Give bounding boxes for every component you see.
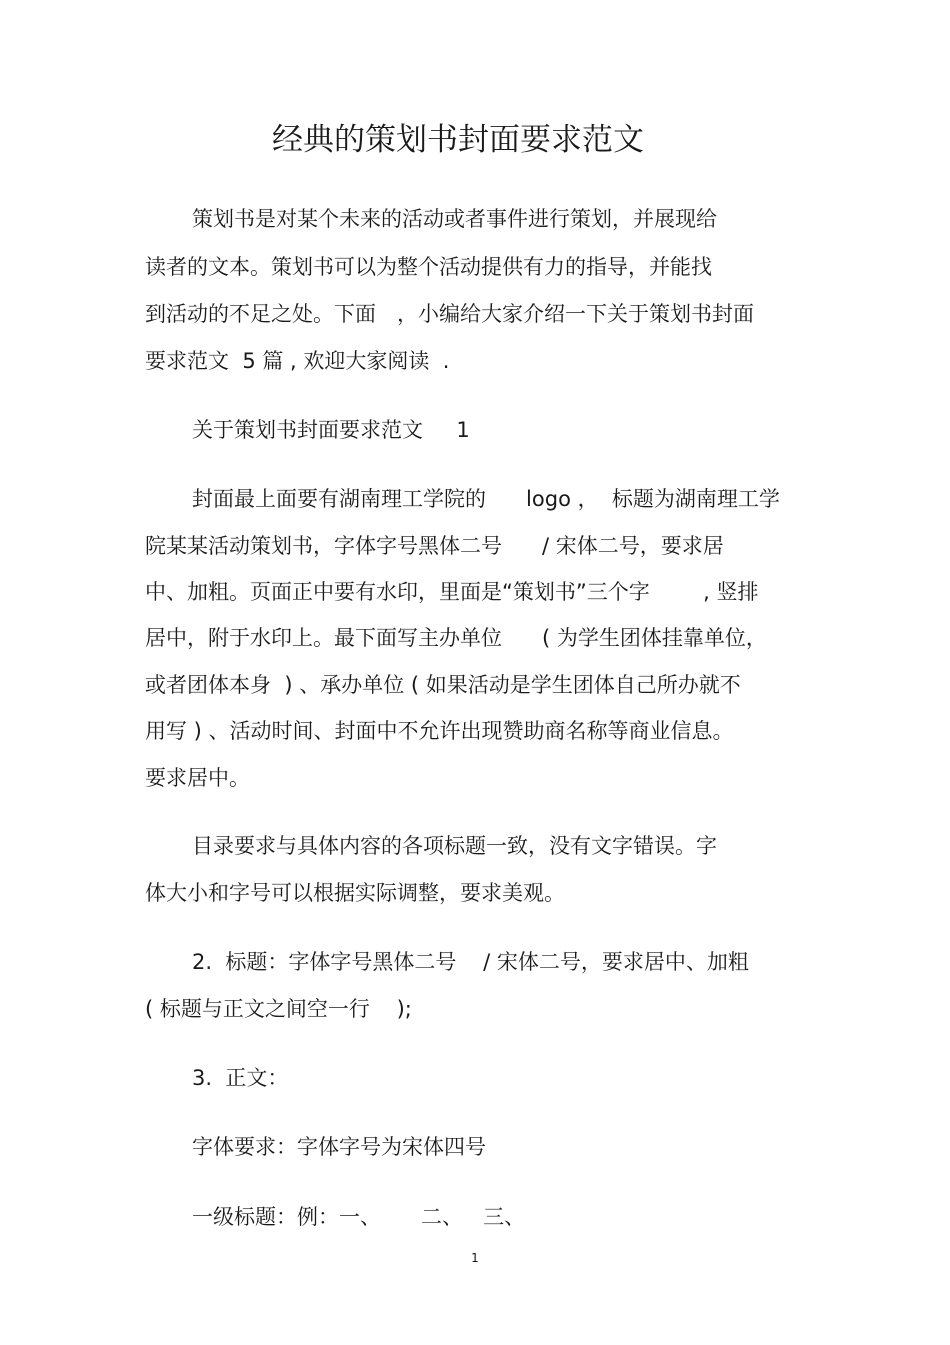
text-line: 读者的文本。策划书可以为整个活动提供有力的指导，并能找	[145, 255, 712, 279]
text-line: 2. 标题：字体字号黑体二号 / 宋体二号，要求居中、加粗	[192, 950, 749, 974]
text-line: 一级标题：例：一、 二、 三、	[192, 1205, 526, 1229]
text-line: 要求范文 5 篇 , 欢迎大家阅读 .	[145, 349, 450, 373]
text-line: 策划书是对某个未来的活动或者事件进行策划，并展现给	[192, 207, 717, 231]
text-line: 要求居中。	[145, 766, 250, 790]
text-line: 用写 ) 、活动时间、封面中不允许出现赞助商名称等商业信息。	[145, 719, 734, 743]
text-line: 体大小和字号可以根据实际调整，要求美观。	[145, 881, 565, 905]
text-line: ( 标题与正文之间空一行 );	[145, 997, 412, 1021]
document-title: 经典的策划书封面要求范文	[272, 122, 644, 158]
page-number: 1	[471, 1251, 479, 1265]
text-line: 封面最上面要有湖南理工学院的 logo ， 标题为湖南理工学	[192, 487, 780, 511]
text-line: 居中，附于水印上。最下面写主办单位 ( 为学生团体挂靠单位，	[145, 626, 767, 650]
text-line: 或者团体本身 ) 、承办单位 ( 如果活动是学生团体自己所办就不	[145, 673, 741, 697]
text-line: 院某某活动策划书，字体字号黑体二号 / 宋体二号，要求居	[145, 534, 724, 558]
text-line: 中、加粗。页面正中要有水印，里面是“策划书”三个字 , 竖排	[145, 580, 759, 604]
section-heading: 关于策划书封面要求范文 1	[192, 418, 470, 442]
text-line: 目录要求与具体内容的各项标题一致，没有文字错误。字	[192, 834, 717, 858]
text-line: 字体要求：字体字号为宋体四号	[192, 1135, 486, 1159]
text-line: 到活动的不足之处。下面 ，小编给大家介绍一下关于策划书封面	[145, 302, 754, 326]
text-line: 3. 正文：	[192, 1066, 289, 1090]
